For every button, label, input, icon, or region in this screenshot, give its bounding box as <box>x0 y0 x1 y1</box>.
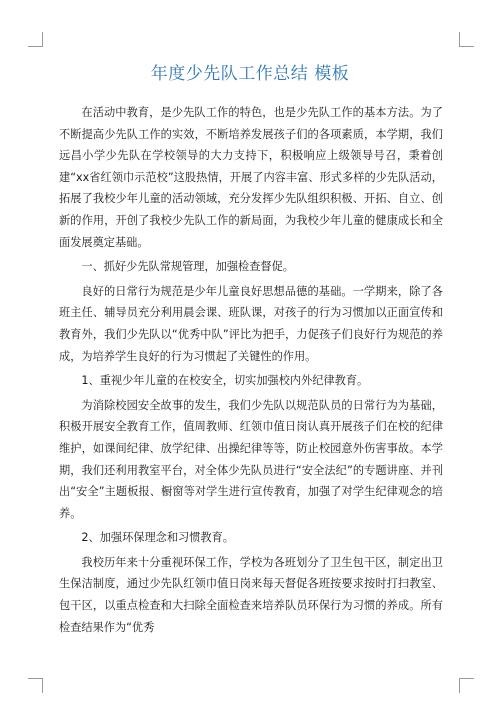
heading-section-1: 一、抓好少先队常规管理，加强检查督促。 <box>81 260 294 274</box>
crop-mark-bottom-left <box>28 678 43 693</box>
crop-mark-top-right <box>459 32 474 47</box>
heading-item-1: 1、重视少年儿童的在校安全，切实加强校内外纪律教育。 <box>81 374 369 388</box>
paragraph-intro: 在活动中教育，是少先队工作的特色，也是少先队工作的基本方法。为了不断提高少先队工作的实效，不断培养发展孩子们的各项素质，本学期，我们远昌小学少先队在学校领导的大力支持下，积极响应上级领导号召，秉着创建“xx省红领巾示范校”这股热情，开展了内容丰富、形式多样的少先队活动，拓展了我校少年儿童的活动领域，充分发挥少先队组织积极、开拓、自立、创新的作用，开创了我校少先队工作的新局面，为我校少年儿童的健康成长和全面发展奠定基础。 <box>59 106 443 249</box>
document-title: 年度少先队工作总结 模板 <box>150 64 350 84</box>
crop-mark-top-left <box>28 32 43 47</box>
paragraph-behavior: 良好的日常行为规范是少年儿童良好思想品德的基础。一学期来，除了各班主任、辅导员充分利用晨会课、班队课，对孩子的行为习惯加以正面宣传和教育外，我们少先队以“优秀中队”评比为把手，力促孩子们良好行为规范的养成，为培养学生良好的行为习惯起了关键性的作用。 <box>59 284 443 363</box>
paragraph-environment: 我校历年来十分重视环保工作，学校为各班划分了卫生包干区，制定出卫生保洁制度，通过少先队红领巾值日岗来每天督促各班按要求按时打扫教室、包干区，以重点检查和大扫除全面检查来培养队员环保行为习惯的养成。所有检查结果作为“优秀 <box>59 555 443 634</box>
document-body <box>59 102 443 638</box>
heading-item-2: 2、加强环保理念和习惯教育。 <box>81 531 234 545</box>
paragraph-safety: 为消除校园安全故事的发生，我们少先队以规范队员的日常行为为基础，积极开展安全教育工作，值周教师、红领巾值日岗认真开展孩子们在校的纪律维护，如课间纪律、放学纪律、出操纪律等等，防止校园意外伤害事故。本学期，我们还利用教室平台，对全体少先队员进行“安全法纪”的专题讲座、并刊出“安全”主题板报、橱窗等对学生进行宣传教育，加强了对学生纪律观念的培养。 <box>59 398 443 520</box>
crop-mark-bottom-right <box>459 678 474 693</box>
